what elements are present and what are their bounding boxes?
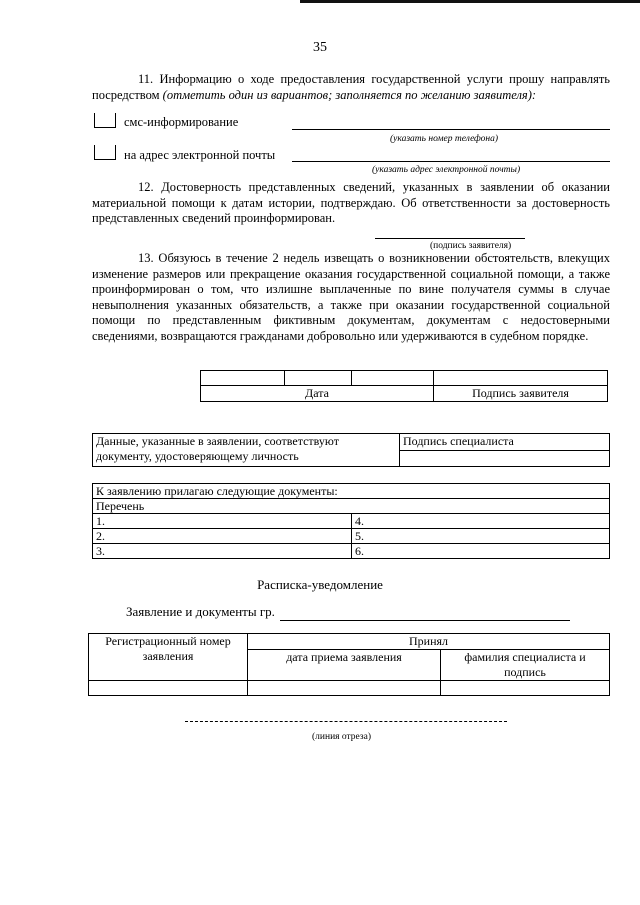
receipt-name-line[interactable] [280, 620, 570, 621]
date-cell-3[interactable] [352, 371, 434, 386]
date-label: Дата [201, 386, 434, 402]
date-header: дата приема заявления [248, 650, 441, 681]
reg-number-cell[interactable] [89, 681, 248, 696]
paragraph-11-note: (отметить один из вариантов; заполняется по желанию заявителя): [162, 87, 537, 102]
receipt-line-label: Заявление и документы гр. [126, 604, 275, 619]
signature-cell[interactable] [434, 371, 608, 386]
receipt-table [88, 633, 610, 696]
paragraph-12-text: 12. Достоверность представленных сведений, указанных в заявлении об оказании материальной помощи к датам истории, подтверждаю. Об ответственности за достоверность представленных сведений проинформирован. [92, 180, 610, 225]
paragraph-13-text: 13. Обязуюсь в течение 2 недель извещать о возникновении обстоятельств, влекущих изменение размеров или прекращение оказания государственной социальной помощи, а также проинформирован о том, что излишне выплаченные по вине получателя суммы в случае невыполнения указанных обязательств, а также при оказании государственной социальной помощи по представленным фиктивным документам, документам с недостоверными сведениями, возвращаются гражданами добровольно или удерживаются в судебном порядке. [92, 251, 610, 343]
document-item-3[interactable]: 3. [93, 544, 352, 559]
document-item-6[interactable]: 6. [352, 544, 610, 559]
email-input-line[interactable] [292, 161, 610, 162]
paragraph-11-text: 11. Информацию о ходе предоставления государственной услуги прошу направлять посредством [92, 72, 610, 102]
date-cell-1[interactable] [201, 371, 285, 386]
cut-line [185, 721, 507, 722]
phone-caption: (указать номер телефона) [390, 134, 499, 144]
verification-table [92, 433, 610, 467]
specialist-cell[interactable] [441, 681, 610, 696]
date-signature-table [200, 370, 608, 402]
signature-label: Подпись заявителя [434, 386, 608, 402]
documents-header: К заявлению прилагаю следующие документы: [93, 484, 610, 499]
email-caption: (указать адрес электронной почты) [372, 165, 521, 175]
page-number: 35 [313, 40, 327, 55]
applicant-signature-line[interactable] [375, 238, 525, 239]
paragraph-12 [92, 180, 610, 227]
reg-number-header: Регистрационный номер заявления [89, 634, 248, 681]
top-border [300, 0, 640, 3]
documents-list-label: Перечень [93, 499, 610, 514]
accepted-header: Принял [248, 634, 610, 650]
paragraph-13 [92, 251, 610, 344]
sms-label: смс-информирование [124, 115, 239, 129]
specialist-signature-label: Подпись специалиста [400, 434, 609, 451]
document-item-2[interactable]: 2. [93, 529, 352, 544]
paragraph-11 [92, 72, 610, 103]
document-item-4[interactable]: 4. [352, 514, 610, 529]
applicant-signature-caption: (подпись заявителя) [430, 241, 512, 251]
document-item-1[interactable]: 1. [93, 514, 352, 529]
date-cell-2[interactable] [285, 371, 352, 386]
cut-line-caption: (линия отреза) [312, 732, 372, 742]
specialist-signature-cell[interactable] [400, 434, 610, 467]
accept-date-cell[interactable] [248, 681, 441, 696]
specialist-header: фамилия специалиста и подпись [441, 650, 610, 681]
email-checkbox[interactable] [94, 145, 116, 160]
receipt-title: Расписка-уведомление [257, 577, 383, 592]
phone-input-line[interactable] [292, 129, 610, 130]
documents-table [92, 483, 610, 559]
verification-text: Данные, указанные в заявлении, соответствуют документу, удостоверяющему личность [93, 434, 400, 467]
email-label: на адрес электронной почты [124, 148, 276, 162]
document-item-5[interactable]: 5. [352, 529, 610, 544]
sms-checkbox[interactable] [94, 113, 116, 128]
